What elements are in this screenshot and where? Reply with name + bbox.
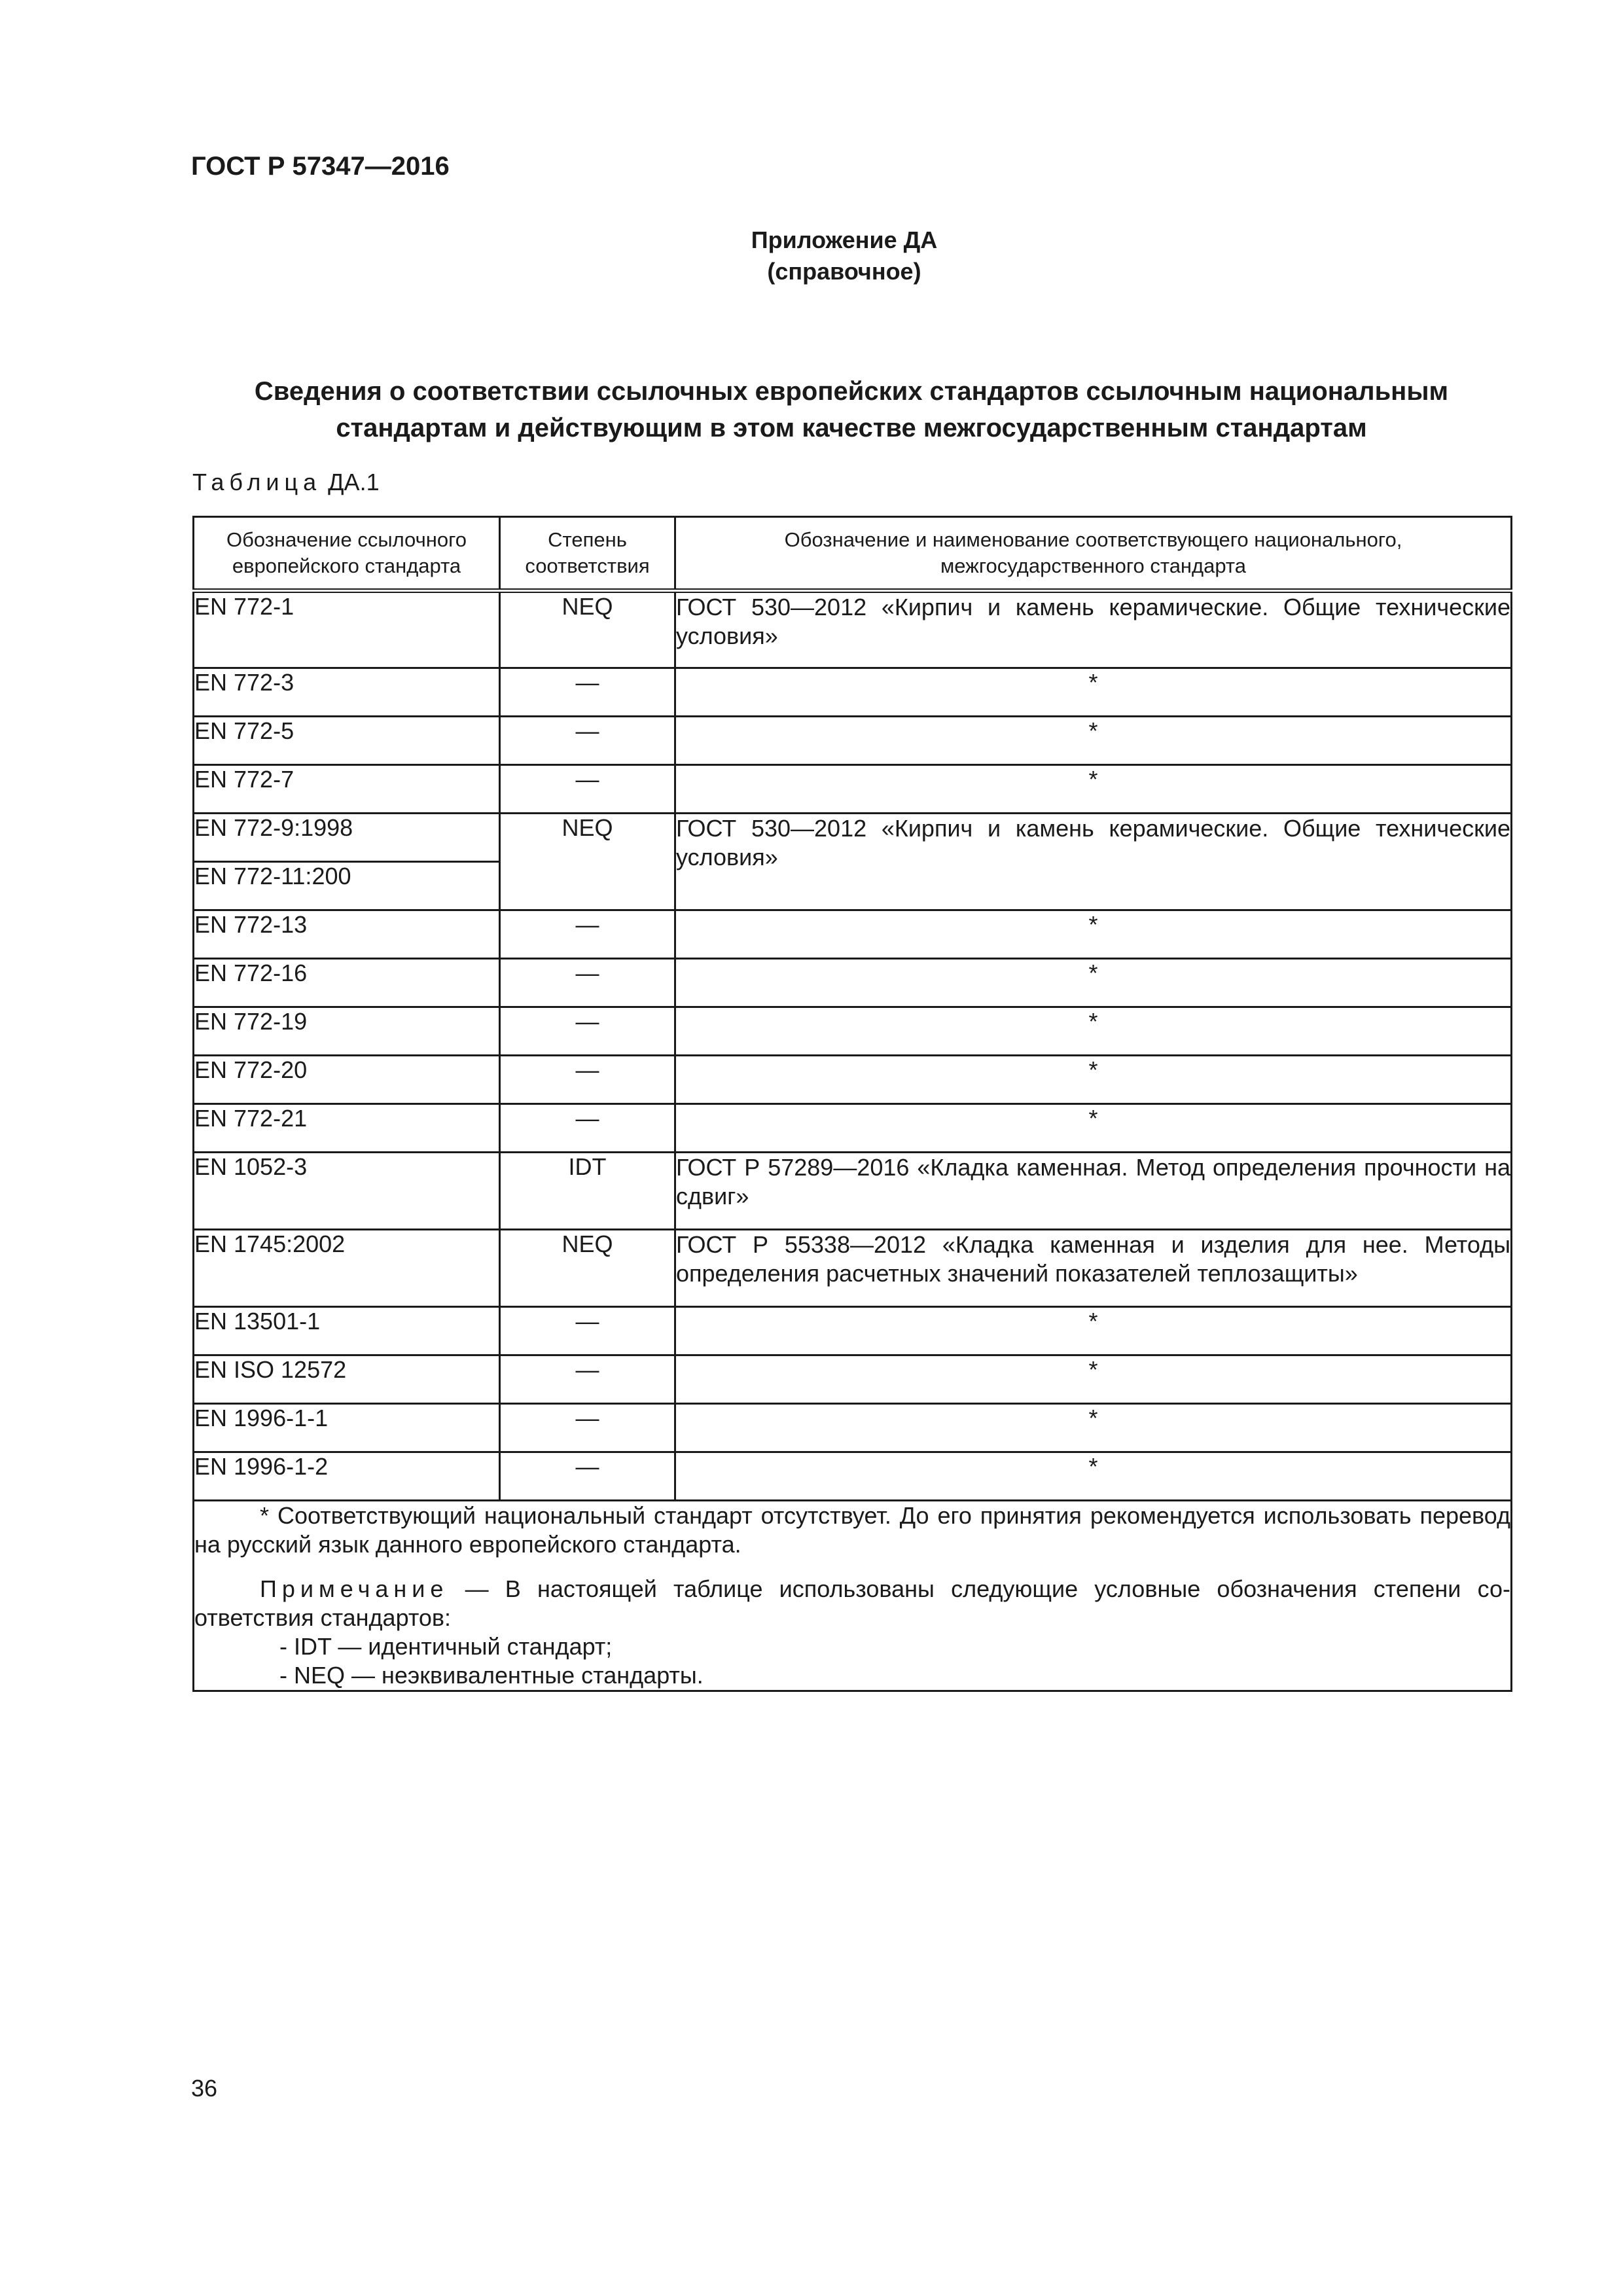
degree-cell: — [500,1307,675,1355]
national-standard-cell: * [675,1355,1512,1404]
note-text: — В настоящей таблице использованы следующие условные обозначения степени соответствия стандартов: [194,1575,1510,1631]
table-row [194,1056,1512,1104]
table-row [194,1404,1512,1452]
national-standard-cell: * [675,1307,1512,1355]
national-standard-cell: * [675,765,1512,814]
degree-cell: — [500,1056,675,1104]
eu-standard-cell: EN 772-11:200 [194,862,500,910]
national-standard-cell: * [675,910,1512,959]
appendix-title: Приложение ДА [751,226,938,253]
appendix-heading [615,224,1073,287]
table-label-number: ДА.1 [328,469,380,495]
table-footer-row [194,1501,1512,1691]
eu-standard-cell: EN 1996-1-2 [194,1452,500,1501]
table-footer [194,1501,1512,1691]
footnote: * Соответствующий национальный стандарт отсутствует. До его принятия рекомендуется использовать перевод на русский язык данного европейского стандарта. [194,1502,1510,1558]
eu-standard-cell: EN ISO 12572 [194,1355,500,1404]
page-number: 36 [191,2075,218,2102]
table-row [194,717,1512,765]
degree-cell: — [500,959,675,1007]
table-row [194,1007,1512,1056]
national-standard-cell: ГОСТ 530—2012 «Кирпич и камень керамические. Общие технические условия» [675,814,1512,910]
eu-standard-cell: EN 772-16 [194,959,500,1007]
national-standard-cell: * [675,1056,1512,1104]
table-label [192,469,380,496]
eu-standard-cell: EN 772-9:1998 [194,814,500,862]
national-standard-cell: * [675,1452,1512,1501]
degree-cell: — [500,717,675,765]
eu-standard-cell: EN 772-3 [194,668,500,717]
degree-cell: NEQ [500,814,675,910]
section-title-line-1: Сведения о соответствии ссылочных европейских стандартов ссылочным национальным [254,377,1449,406]
national-standard-cell: ГОСТ Р 55338—2012 «Кладка каменная и изделия для нее. Методы определения расчетных значений показателей теплозащиты» [675,1230,1512,1307]
national-standard-cell: ГОСТ 530—2012 «Кирпич и камень керамические. Общие технические условия» [675,591,1512,668]
national-standard-cell: * [675,717,1512,765]
national-standard-cell: * [675,1104,1512,1153]
note [194,1575,1510,1632]
table-row [194,814,1512,862]
degree-cell: — [500,910,675,959]
degree-cell: NEQ [500,1230,675,1307]
degree-cell: — [500,1007,675,1056]
eu-standard-cell: EN 1745:2002 [194,1230,500,1307]
section-title-line-2: стандартам и действующим в этом качестве межгосударственным стандартам [336,414,1367,442]
eu-standard-cell: EN 772-7 [194,765,500,814]
table-row [194,1230,1512,1307]
eu-standard-cell: EN 772-5 [194,717,500,765]
degree-cell: — [500,1452,675,1501]
eu-standard-cell: EN 772-1 [194,591,500,668]
table-label-word: Таблица [192,469,322,495]
national-standard-cell: ГОСТ Р 57289—2016 «Кладка каменная. Метод определения прочности на сдвиг» [675,1153,1512,1230]
eu-standard-cell: EN 772-20 [194,1056,500,1104]
note-word: Примечание [260,1575,449,1602]
degree-cell: — [500,668,675,717]
note-item-idt: - IDT — идентичный стандарт; [279,1633,613,1660]
header-degree: Степень соответствия [500,517,675,591]
degree-cell: — [500,1404,675,1452]
document-code: ГОСТ Р 57347—2016 [191,152,450,181]
eu-standard-cell: EN 772-21 [194,1104,500,1153]
note-item-neq: - NEQ — неэквивалентные стандарты. [279,1662,704,1689]
table-row [194,1307,1512,1355]
table-row [194,668,1512,717]
header-eu-standard: Обозначение ссылочного европейского стандарта [194,517,500,591]
table-row [194,1104,1512,1153]
table-row [194,765,1512,814]
degree-cell: IDT [500,1153,675,1230]
header-national-standard: Обозначение и наименование соответствующего национального, межгосударственного стандарта [675,517,1512,591]
national-standard-cell: * [675,959,1512,1007]
degree-cell: — [500,765,675,814]
national-standard-cell: * [675,668,1512,717]
section-title [192,373,1510,446]
degree-cell: — [500,1104,675,1153]
table-row [194,591,1512,668]
eu-standard-cell: EN 13501-1 [194,1307,500,1355]
eu-standard-cell: EN 772-19 [194,1007,500,1056]
national-standard-cell: * [675,1007,1512,1056]
table-header-row [194,517,1512,591]
eu-standard-cell: EN 1996-1-1 [194,1404,500,1452]
degree-cell: NEQ [500,591,675,668]
national-standard-cell: * [675,1404,1512,1452]
table-row [194,1355,1512,1404]
table-row [194,1153,1512,1230]
table-row [194,1452,1512,1501]
correspondence-table [192,516,1512,1692]
appendix-subtitle: (справочное) [767,258,921,285]
table-row [194,959,1512,1007]
degree-cell: — [500,1355,675,1404]
eu-standard-cell: EN 772-13 [194,910,500,959]
table-row [194,910,1512,959]
eu-standard-cell: EN 1052-3 [194,1153,500,1230]
